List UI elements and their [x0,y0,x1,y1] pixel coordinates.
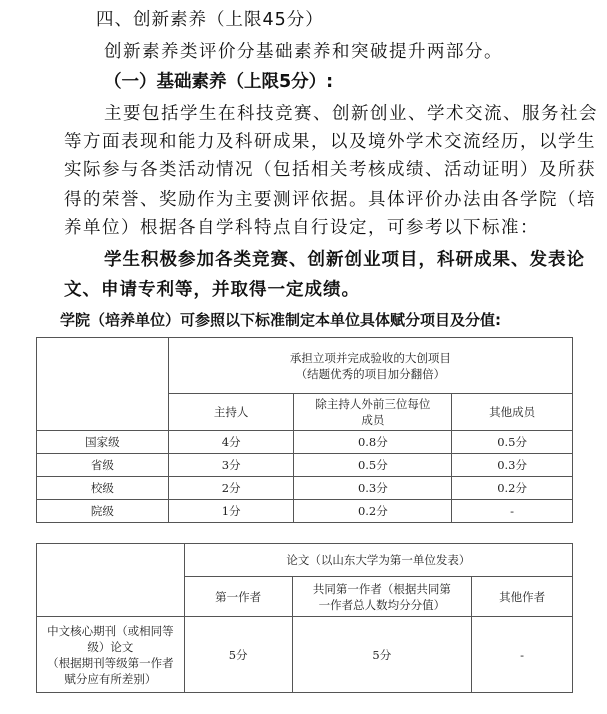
col-header-first-author: 第一作者 [184,577,292,617]
body-line: 得的荣誉、奖励作为主要测评依据。具体评价办法由各学院（培 [64,190,596,210]
host-cell: 2分 [168,477,294,500]
table-row [37,431,573,454]
body-line: 养单位）根据各自学科特点自行设定，可参考以下标准： [64,218,539,238]
intro-paragraph: 创新素养类评价分基础素养和突破提升两部分。 [104,42,503,62]
journal-label-line: 中文核心期刊（或相同等 [47,623,174,638]
host-cell: 1分 [168,500,294,523]
paper-table [36,543,573,693]
table-row [37,477,573,500]
empty-corner-cell [37,338,169,431]
level-cell: 校级 [37,477,169,500]
top3-cell: 0.2分 [294,500,452,523]
paper-header: 论文（以山东大学为第一单位发表） [184,544,572,577]
table-row [37,500,573,523]
table-row [37,617,573,693]
col-header-top3-line: 除主持人外前三位每位 [315,397,431,411]
col-header-cofirst-line: 共同第一作者（根据共同第 [312,581,451,596]
other-cell: - [452,500,573,523]
section-title: 四、创新素养（上限45分） [96,10,324,30]
col-header-other: 其他成员 [452,394,573,431]
host-cell: 4分 [168,431,294,454]
col-header-cofirst-line: 一作者总人数均分分值） [318,597,446,612]
other-cell: 0.3分 [452,454,573,477]
project-header-line: 承担立项并完成验收的大创项目 [289,350,451,365]
table-row [37,454,573,477]
project-header-note: （结题优秀的项目加分翻倍） [295,366,446,381]
col-header-top3-line: 成员 [361,413,385,427]
journal-label-cell [37,617,185,693]
top3-cell: 0.3分 [294,477,452,500]
journal-label-line: （根据期刊等级第一作者 [47,655,174,670]
body-line: 等方面表现和能力及科研成果，以及境外学术交流经历，以学生 [64,132,596,152]
col-header-other-author: 其他作者 [472,577,573,617]
level-cell: 省级 [37,454,169,477]
body-line: 实际参与各类活动情况（包括相关考核成绩、活动证明）及所获 [64,160,596,180]
highlight-line: 学生积极参加各类竞赛、创新创业项目，科研成果、发表论 [104,250,585,270]
innovation-project-table [36,337,573,523]
other-cell: 0.2分 [452,477,573,500]
top3-cell: 0.5分 [294,454,452,477]
journal-label-line: 级）论文 [87,639,134,654]
level-cell: 国家级 [37,431,169,454]
level-cell: 院级 [37,500,169,523]
subsection-title: （一）基础素养（上限5分）: [104,72,334,92]
other-cell: 0.5分 [452,431,573,454]
other-author-score: - [472,617,573,693]
host-cell: 3分 [168,454,294,477]
top3-cell: 0.8分 [294,431,452,454]
col-header-host: 主持人 [168,394,294,431]
journal-label-line: 赋分应有所差别） [64,671,157,686]
first-author-score: 5分 [184,617,292,693]
cofirst-author-score: 5分 [292,617,472,693]
empty-corner-cell [37,544,185,617]
col-header-cofirst-author [292,577,472,617]
table-caption: 学院（培养单位）可参照以下标准制定本单位具体赋分项目及分值: [60,311,502,329]
highlight-line: 文、申请专利等，并取得一定成绩。 [64,280,360,300]
body-line: 主要包括学生在科技竞赛、创新创业、学术交流、服务社会 [104,104,598,124]
col-header-top3 [294,394,452,431]
project-header [168,338,572,394]
